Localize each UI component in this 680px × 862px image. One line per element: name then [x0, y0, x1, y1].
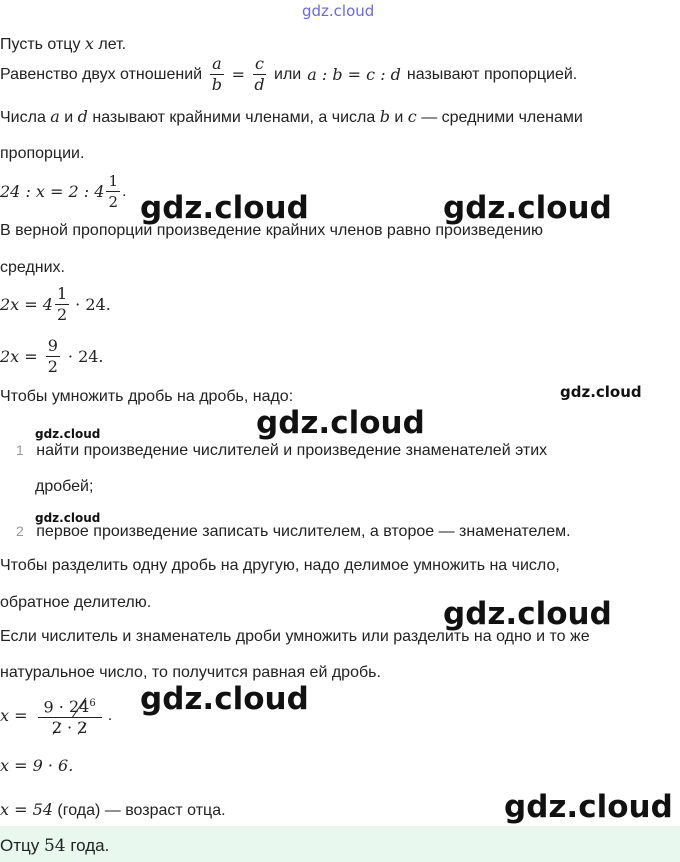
math-var: x [84, 34, 94, 53]
answer-text [0, 836, 109, 856]
text-line: дробей; [35, 478, 94, 495]
text-span: года. [65, 836, 110, 855]
text-span: или [274, 65, 302, 83]
text-span: (года) — возраст отца. [52, 802, 226, 819]
text-line: Если числитель и знаменатель дроби умножить или разделить на одно и то же [0, 628, 590, 645]
watermark-top: gdz.cloud [302, 2, 375, 20]
math-line [0, 336, 104, 377]
text-span: называют пропорцией. [406, 65, 578, 83]
math-var: d [77, 107, 88, 126]
math-var: a [50, 107, 60, 126]
text-span: . [122, 182, 127, 200]
watermark: gdz.cloud [504, 789, 673, 825]
text-line [0, 54, 577, 95]
text-line: В верной пропорции произведение крайних членов равно произведению [0, 222, 543, 239]
text-span: и [59, 109, 78, 126]
math-expr: · 24. [75, 294, 111, 314]
text-span: Пусть отцу [0, 36, 85, 53]
math-expr: a : b = c : d [307, 64, 401, 84]
watermark: gdz.cloud [256, 405, 425, 441]
text-line: пропорции. [0, 145, 85, 162]
text-line: натуральное число, то получится равная ей дробь. [0, 664, 381, 681]
watermark: gdz.cloud [35, 427, 101, 441]
text-line [0, 800, 226, 821]
math-line [0, 284, 111, 325]
text-line: Чтобы умножить дробь на дробь, надо: [0, 388, 294, 405]
list-item [16, 440, 547, 461]
watermark: gdz.cloud [443, 190, 612, 226]
math-expr: 2x = [0, 346, 38, 366]
text-span: называют крайними членами, а числа [87, 109, 380, 126]
math-expr: 2x = 4 [0, 294, 53, 314]
math-expr: x = [0, 706, 28, 726]
list-number: 1 [16, 442, 24, 458]
text-span: Отцу [0, 836, 44, 855]
fraction-cancelled: $\frac{9 \cdot 24^6}{2 \cdot 2}$ [38, 694, 102, 738]
math-eq: = [231, 64, 246, 84]
math-number: 54 [43, 836, 66, 856]
math-line: x = 9 · 6. [0, 756, 74, 775]
fraction-nine-half: $\frac{9}{2}$ [47, 336, 58, 376]
text-line: средних. [0, 259, 65, 276]
math-var: b [379, 107, 390, 126]
text-span: лет. [93, 36, 127, 53]
text-span: Равенство двух отношений [0, 65, 203, 83]
watermark: gdz.cloud [140, 190, 309, 226]
text-span: Числа [0, 109, 51, 126]
text-line [0, 107, 583, 128]
math-expr: · 24. [67, 346, 104, 366]
text-span: — средними членами [416, 109, 583, 126]
fraction-one-half: $\frac{1}{2}$ [108, 172, 118, 211]
watermark: gdz.cloud [443, 596, 612, 632]
math-line [0, 171, 126, 212]
fraction-one-half: $\frac{1}{2}$ [56, 284, 68, 324]
math-expr: 24 : x = 2 : 4 [0, 181, 105, 201]
text-span: . [107, 707, 113, 725]
text-span: и [389, 109, 408, 126]
watermark: gdz.cloud [140, 681, 309, 717]
math-expr: x = 54 [0, 800, 53, 819]
math-var: c [407, 107, 417, 126]
text-line: Чтобы разделить одну дробь на другую, надо делимое умножить на число, [0, 557, 560, 574]
list-number: 2 [16, 523, 24, 539]
watermark: gdz.cloud [560, 383, 642, 401]
watermark: gdz.cloud [35, 511, 101, 525]
text-span: первое произведение записать числителем, а второе — знаменателем. [36, 523, 571, 540]
math-line [0, 694, 112, 738]
text-line: обратное делителю. [0, 594, 152, 611]
fraction-c-d: $\frac{c}{d}$ [254, 54, 265, 94]
text-span: найти произведение числителей и произведение знаменателей этих [36, 442, 548, 459]
text-line [0, 34, 126, 55]
fraction-a-b: $\frac{a}{b}$ [211, 54, 222, 94]
